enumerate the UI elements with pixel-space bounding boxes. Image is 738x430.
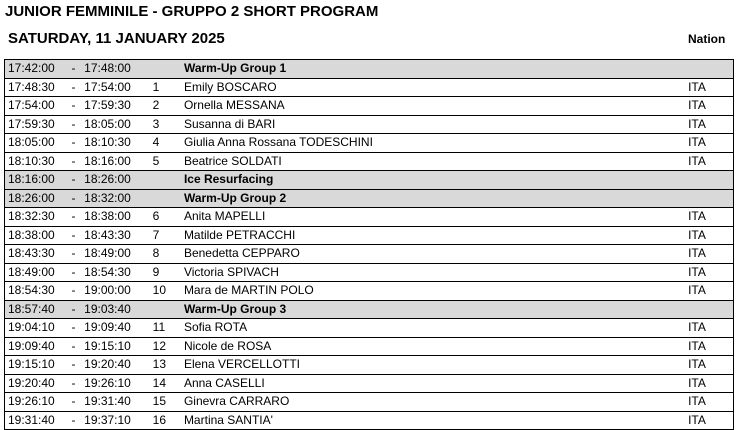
nation-cell: ITA xyxy=(688,115,733,134)
nation-cell: ITA xyxy=(688,78,733,97)
time-separator-cell: - xyxy=(63,78,84,97)
start-time-cell: 18:49:00 xyxy=(5,263,63,282)
nation-cell: ITA xyxy=(688,152,733,171)
event-row xyxy=(5,189,734,208)
skater-name-cell: Giulia Anna Rossana TODESCHINI xyxy=(184,134,688,153)
start-time-cell: 18:38:00 xyxy=(5,226,63,245)
end-time-cell: 17:48:00 xyxy=(84,60,149,79)
start-time-cell: 19:31:40 xyxy=(5,411,63,430)
time-separator-cell: - xyxy=(63,411,84,430)
skater-name-cell: Victoria SPIVACH xyxy=(184,263,688,282)
nation-cell xyxy=(688,60,733,79)
skater-row xyxy=(5,393,734,412)
skater-name-cell: Anna CASELLI xyxy=(184,374,688,393)
time-separator-cell: - xyxy=(63,245,84,264)
skater-name-cell: Mara de MARTIN POLO xyxy=(184,282,688,301)
skater-name-cell: Beatrice SOLDATI xyxy=(184,152,688,171)
end-time-cell: 19:37:10 xyxy=(84,411,149,430)
time-separator-cell: - xyxy=(63,337,84,356)
skater-name-cell: Nicole de ROSA xyxy=(184,337,688,356)
skater-name-cell: Warm-Up Group 2 xyxy=(184,189,688,208)
skater-row xyxy=(5,337,734,356)
skater-name-cell: Emily BOSCARO xyxy=(184,78,688,97)
skater-row xyxy=(5,319,734,338)
nation-cell: ITA xyxy=(688,356,733,375)
end-time-cell: 18:54:30 xyxy=(84,263,149,282)
nation-cell: ITA xyxy=(688,411,733,430)
time-separator-cell: - xyxy=(63,374,84,393)
skater-row xyxy=(5,78,734,97)
start-time-cell: 19:20:40 xyxy=(5,374,63,393)
end-time-cell: 17:59:30 xyxy=(84,97,149,116)
nation-cell: ITA xyxy=(688,263,733,282)
nation-cell: ITA xyxy=(688,393,733,412)
time-separator-cell: - xyxy=(63,60,84,79)
nation-cell xyxy=(688,171,733,190)
end-time-cell: 18:05:00 xyxy=(84,115,149,134)
event-row xyxy=(5,60,734,79)
skater-row xyxy=(5,245,734,264)
start-number-cell: 16 xyxy=(149,411,184,430)
nation-cell xyxy=(688,189,733,208)
time-separator-cell: - xyxy=(63,97,84,116)
nation-cell: ITA xyxy=(688,97,733,116)
end-time-cell: 18:10:30 xyxy=(84,134,149,153)
page-title: JUNIOR FEMMINILE - GRUPPO 2 SHORT PROGRAM xyxy=(5,3,379,20)
time-separator-cell: - xyxy=(63,356,84,375)
skater-name-cell: Warm-Up Group 3 xyxy=(184,300,688,319)
start-time-cell: 18:16:00 xyxy=(5,171,63,190)
start-time-cell: 19:04:10 xyxy=(5,319,63,338)
end-time-cell: 19:26:10 xyxy=(84,374,149,393)
skater-row xyxy=(5,134,734,153)
time-separator-cell: - xyxy=(63,189,84,208)
start-number-cell xyxy=(149,60,184,79)
skater-row xyxy=(5,226,734,245)
start-number-cell: 7 xyxy=(149,226,184,245)
nation-cell: ITA xyxy=(688,374,733,393)
start-number-cell: 8 xyxy=(149,245,184,264)
skater-row xyxy=(5,282,734,301)
start-number-cell xyxy=(149,171,184,190)
end-time-cell: 19:09:40 xyxy=(84,319,149,338)
skater-row xyxy=(5,97,734,116)
start-number-cell: 9 xyxy=(149,263,184,282)
time-separator-cell: - xyxy=(63,115,84,134)
start-time-cell: 18:57:40 xyxy=(5,300,63,319)
start-time-cell: 18:32:30 xyxy=(5,208,63,227)
skater-row xyxy=(5,115,734,134)
end-time-cell: 18:26:00 xyxy=(84,171,149,190)
start-number-cell xyxy=(149,189,184,208)
end-time-cell: 19:15:10 xyxy=(84,337,149,356)
start-time-cell: 18:43:30 xyxy=(5,245,63,264)
time-separator-cell: - xyxy=(63,319,84,338)
nation-cell: ITA xyxy=(688,282,733,301)
end-time-cell: 19:00:00 xyxy=(84,282,149,301)
start-time-cell: 18:05:00 xyxy=(5,134,63,153)
skater-name-cell: Elena VERCELLOTTI xyxy=(184,356,688,375)
start-time-cell: 17:42:00 xyxy=(5,60,63,79)
start-time-cell: 19:26:10 xyxy=(5,393,63,412)
skater-name-cell: Anita MAPELLI xyxy=(184,208,688,227)
schedule-date: SATURDAY, 11 JANUARY 2025 xyxy=(8,30,225,47)
end-time-cell: 18:32:00 xyxy=(84,189,149,208)
skater-name-cell: Matilde PETRACCHI xyxy=(184,226,688,245)
start-time-cell: 18:54:30 xyxy=(5,282,63,301)
start-number-cell: 15 xyxy=(149,393,184,412)
start-number-cell: 13 xyxy=(149,356,184,375)
skater-row xyxy=(5,152,734,171)
nation-cell: ITA xyxy=(688,319,733,338)
start-number-cell: 4 xyxy=(149,134,184,153)
skater-name-cell: Benedetta CEPPARO xyxy=(184,245,688,264)
nation-cell xyxy=(688,300,733,319)
end-time-cell: 19:20:40 xyxy=(84,356,149,375)
end-time-cell: 18:38:00 xyxy=(84,208,149,227)
skater-name-cell: Martina SANTIA' xyxy=(184,411,688,430)
time-separator-cell: - xyxy=(63,393,84,412)
nation-cell: ITA xyxy=(688,134,733,153)
skater-row xyxy=(5,356,734,375)
start-time-cell: 18:26:00 xyxy=(5,189,63,208)
skater-row xyxy=(5,374,734,393)
start-number-cell: 10 xyxy=(149,282,184,301)
time-separator-cell: - xyxy=(63,134,84,153)
skater-name-cell: Ice Resurfacing xyxy=(184,171,688,190)
start-time-cell: 19:15:10 xyxy=(5,356,63,375)
skater-name-cell: Susanna di BARI xyxy=(184,115,688,134)
start-number-cell: 2 xyxy=(149,97,184,116)
start-time-cell: 18:10:30 xyxy=(5,152,63,171)
start-time-cell: 17:59:30 xyxy=(5,115,63,134)
time-separator-cell: - xyxy=(63,171,84,190)
start-time-cell: 19:09:40 xyxy=(5,337,63,356)
start-number-cell: 3 xyxy=(149,115,184,134)
end-time-cell: 19:03:40 xyxy=(84,300,149,319)
schedule-table xyxy=(4,59,734,430)
start-time-cell: 17:48:30 xyxy=(5,78,63,97)
time-separator-cell: - xyxy=(63,208,84,227)
end-time-cell: 18:16:00 xyxy=(84,152,149,171)
end-time-cell: 19:31:40 xyxy=(84,393,149,412)
time-separator-cell: - xyxy=(63,263,84,282)
start-number-cell: 5 xyxy=(149,152,184,171)
time-separator-cell: - xyxy=(63,300,84,319)
skater-row xyxy=(5,411,734,430)
end-time-cell: 18:49:00 xyxy=(84,245,149,264)
end-time-cell: 17:54:00 xyxy=(84,78,149,97)
start-number-cell: 6 xyxy=(149,208,184,227)
skater-name-cell: Ginevra CARRARO xyxy=(184,393,688,412)
event-row xyxy=(5,171,734,190)
start-number-cell: 14 xyxy=(149,374,184,393)
nation-cell: ITA xyxy=(688,226,733,245)
nation-column-header: Nation xyxy=(688,32,726,46)
start-number-cell xyxy=(149,300,184,319)
skater-name-cell: Ornella MESSANA xyxy=(184,97,688,116)
schedule-body xyxy=(5,60,734,430)
nation-cell: ITA xyxy=(688,337,733,356)
start-time-cell: 17:54:00 xyxy=(5,97,63,116)
start-number-cell: 12 xyxy=(149,337,184,356)
start-number-cell: 1 xyxy=(149,78,184,97)
nation-cell: ITA xyxy=(688,245,733,264)
time-separator-cell: - xyxy=(63,226,84,245)
skater-name-cell: Warm-Up Group 1 xyxy=(184,60,688,79)
event-row xyxy=(5,300,734,319)
skater-row xyxy=(5,208,734,227)
time-separator-cell: - xyxy=(63,282,84,301)
time-separator-cell: - xyxy=(63,152,84,171)
start-number-cell: 11 xyxy=(149,319,184,338)
skater-row xyxy=(5,263,734,282)
skater-name-cell: Sofia ROTA xyxy=(184,319,688,338)
end-time-cell: 18:43:30 xyxy=(84,226,149,245)
nation-cell: ITA xyxy=(688,208,733,227)
